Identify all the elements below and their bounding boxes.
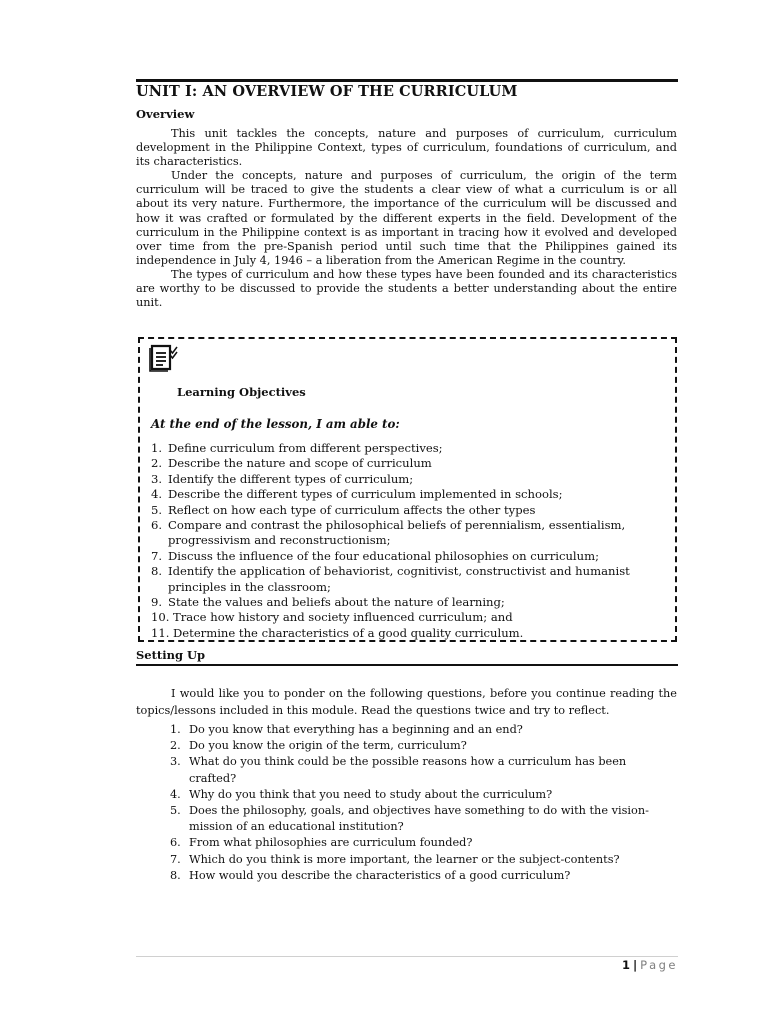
question-item: 5. Does the philosophy, goals, and objectives have something to do with the vision-mission of an educational institution? bbox=[170, 804, 649, 834]
footer-rule bbox=[136, 956, 678, 957]
question-item: 8. How would you describe the characteristics of a good curriculum? bbox=[170, 868, 571, 882]
overview-paragraph: This unit tackles the concepts, nature and purposes of curriculum, curriculum development in the Philippine Context, types of curriculum, foundations of curriculum, and its characteristics. bbox=[136, 127, 677, 169]
objective-item: 11. Determine the characteristics of a good quality curriculum. bbox=[151, 625, 524, 640]
page-label: Page bbox=[640, 958, 678, 972]
overview-paragraph: Under the concepts, nature and purposes of curriculum, the origin of the term curriculum will be traced to give the students a clear view of what a curriculum is or all about its very nature. Furthermore, the importance of the curriculum will be discussed and how it was crafted or formulated by the different experts in the field. Development of the curriculum in the Philippine context is as important in tracing how it evolved and developed over time from the pre-Spanish period until such time that the Philippines gained its independence in July 4, 1946 – a liberation from the American Regime in the country. bbox=[136, 169, 677, 267]
setting-up-paragraph: I would like you to ponder on the following questions, before you continue reading the topics/lessons included in this module. Read the questions twice and try to reflect. bbox=[136, 687, 677, 717]
objective-item: 1. Define curriculum from different perspectives; bbox=[151, 441, 443, 455]
page-number: 1 bbox=[621, 958, 630, 972]
title-top-rule bbox=[136, 79, 678, 82]
question-item: 2. Do you know the origin of the term, curriculum? bbox=[170, 739, 467, 753]
question-item: 3. What do you think could be the possible reasons how a curriculum has been crafted? bbox=[170, 755, 627, 785]
objectives-list bbox=[151, 441, 676, 641]
footer-separator: | bbox=[632, 958, 638, 972]
questions-list bbox=[170, 722, 676, 884]
objective-item: 9. State the values and beliefs about the nature of learning; bbox=[151, 595, 505, 610]
question-item: 7. Which do you think is more important, the learner or the subject-contents? bbox=[170, 852, 620, 866]
page-footer bbox=[622, 958, 678, 972]
learning-objectives-box bbox=[138, 337, 677, 642]
overview-heading: Overview bbox=[136, 107, 195, 121]
setting-up-rule bbox=[136, 664, 678, 666]
objectives-intro: At the end of the lesson, I am able to: bbox=[151, 417, 400, 431]
objective-item: 5. Reflect on how each type of curriculum affects the other types bbox=[151, 502, 536, 517]
question-item: 6. From what philosophies are curriculum founded? bbox=[170, 836, 473, 850]
question-item: 1. Do you know that everything has a beginning and an end? bbox=[170, 723, 523, 736]
unit-title: UNIT I: AN OVERVIEW OF THE CURRICULUM bbox=[136, 83, 518, 100]
objective-item: 2. Describe the nature and scope of curriculum bbox=[151, 456, 432, 471]
objective-item: 6. Compare and contrast the philosophical beliefs of perennialism, essentialism, progressivism and reconstructionism; bbox=[151, 518, 626, 548]
objective-item: 3. Identify the different types of curriculum; bbox=[151, 471, 414, 486]
overview-text bbox=[136, 127, 677, 310]
setting-up-heading: Setting Up bbox=[136, 648, 206, 662]
learning-objectives-heading: Learning Objectives bbox=[177, 385, 306, 399]
checklist-icon bbox=[148, 344, 178, 372]
objective-item: 4. Describe the different types of curriculum implemented in schools; bbox=[151, 487, 563, 502]
objective-item: 7. Discuss the influence of the four educational philosophies on curriculum; bbox=[151, 548, 600, 563]
setting-up-intro bbox=[136, 686, 677, 719]
objective-item: 8. Identify the application of behaviorist, cognitivist, constructivist and humanist principles in the classroom; bbox=[151, 564, 630, 594]
objective-item: 10. Trace how history and society influenced curriculum; and bbox=[151, 610, 513, 625]
question-item: 4. Why do you think that you need to study about the curriculum? bbox=[170, 787, 553, 801]
overview-paragraph: The types of curriculum and how these types have been founded and its characteristics are worthy to be discussed to provide the students a better understanding about the entire unit. bbox=[136, 267, 677, 310]
